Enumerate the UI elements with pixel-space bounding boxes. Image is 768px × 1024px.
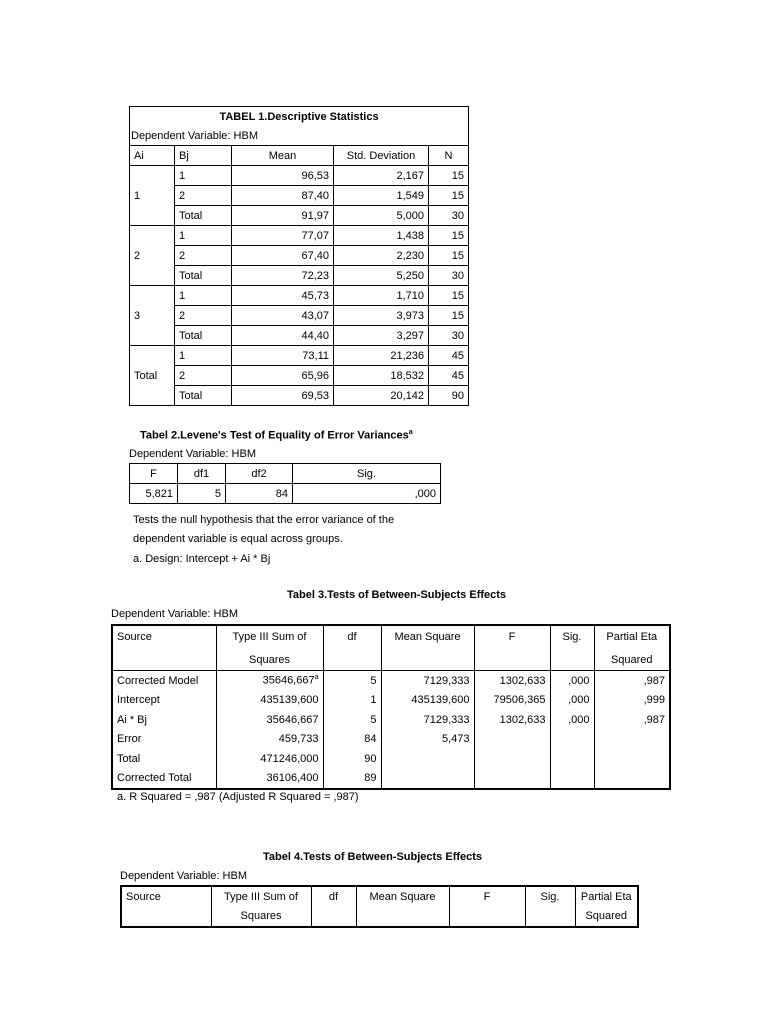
- table1-ai-cell: 2: [130, 226, 175, 286]
- table3-header-df-2: [323, 651, 381, 671]
- table1-bj-cell: Total: [175, 386, 232, 406]
- table4-dependent-variable: Dependent Variable: HBM: [120, 870, 247, 882]
- table1-bj-cell: 2: [175, 186, 232, 206]
- table4-header-row-top: [121, 886, 638, 907]
- table3-header-f: F: [474, 625, 550, 651]
- table2-header-df2: df2: [226, 464, 293, 484]
- table2-dependent-variable: Dependent Variable: HBM: [129, 448, 256, 460]
- table4-header-ms: Mean Square: [356, 886, 449, 907]
- levene-test-table: [129, 463, 441, 504]
- table3-ss-cell: [216, 671, 323, 691]
- table-row: [130, 366, 469, 386]
- table2-value-df1: 5: [178, 484, 226, 504]
- table3-header-row-top: [112, 625, 670, 651]
- table1-std-cell: 18,532: [334, 366, 429, 386]
- table2-header-df1: df1: [178, 464, 226, 484]
- table2-title-text: Tabel 2.Levene's Test of Equality of Error Variances: [140, 429, 409, 442]
- table3-eta-cell: ,999: [594, 691, 670, 711]
- table1-mean-cell: 96,53: [232, 166, 334, 186]
- table-row: [112, 749, 670, 769]
- table1-n-cell: 15: [429, 226, 469, 246]
- table1-std-cell: 1,549: [334, 186, 429, 206]
- table2-title-sup: a: [408, 429, 413, 436]
- table2-note-3: a. Design: Intercept + Ai * Bj: [133, 553, 271, 565]
- table-row: [130, 226, 469, 246]
- table1-n-cell: 90: [429, 386, 469, 406]
- table3-header-sig: Sig.: [550, 625, 594, 651]
- table1-mean-cell: 43,07: [232, 306, 334, 326]
- table3-eta-cell: ,987: [594, 671, 670, 691]
- table4-header-source: Source: [121, 886, 211, 907]
- table3-ss-cell: 35646,667: [216, 710, 323, 730]
- table3-header-row-bottom: [112, 651, 670, 671]
- table1-ai-cell: 3: [130, 286, 175, 346]
- table3-dependent-variable: Dependent Variable: HBM: [111, 608, 238, 620]
- table3-source-cell: Error: [112, 730, 216, 750]
- table1-header-bj: Bj: [175, 146, 232, 166]
- table3-source-cell: Corrected Model: [112, 671, 216, 691]
- table4-header-sig-2: [525, 907, 575, 928]
- table1-ai-cell: 1: [130, 166, 175, 226]
- table-row: [112, 769, 670, 790]
- table1-header-mean: Mean: [232, 146, 334, 166]
- table3-header-ms: Mean Square: [381, 625, 474, 651]
- table2-value-f: 5,821: [130, 484, 178, 504]
- table3-df-cell: 90: [323, 749, 381, 769]
- table1-mean-cell: 45,73: [232, 286, 334, 306]
- table2-header-sig: Sig.: [293, 464, 441, 484]
- table3-source-cell: Intercept: [112, 691, 216, 711]
- table1-ai-cell: Total: [130, 346, 175, 406]
- table3-source-cell: Corrected Total: [112, 769, 216, 790]
- table3-ms-cell: 5,473: [381, 730, 474, 750]
- table3-ss-value: 35646,667: [262, 675, 315, 688]
- table-row: [130, 346, 469, 366]
- table1-bj-cell: 1: [175, 226, 232, 246]
- table3-title: Tabel 3.Tests of Between-Subjects Effects: [287, 589, 507, 601]
- table3-header-ss: Type III Sum of: [216, 625, 323, 651]
- table-row: [130, 166, 469, 186]
- table1-n-cell: 30: [429, 326, 469, 346]
- table4-header-ss: Type III Sum of: [211, 886, 311, 907]
- table1-bj-cell: 1: [175, 346, 232, 366]
- table1-mean-cell: 67,40: [232, 246, 334, 266]
- table3-sig-cell: [550, 730, 594, 750]
- table-row: [112, 730, 670, 750]
- table1-bj-cell: Total: [175, 326, 232, 346]
- table4-header-ss-2: Squares: [211, 907, 311, 928]
- table3-f-cell: 1302,633: [474, 710, 550, 730]
- table3-source-cell: Ai * Bj: [112, 710, 216, 730]
- table2-value-sig: ,000: [293, 484, 441, 504]
- table-row: [130, 386, 469, 406]
- table3-sig-cell: ,000: [550, 710, 594, 730]
- table1-header-n: N: [429, 146, 469, 166]
- table1-mean-cell: 73,11: [232, 346, 334, 366]
- table3-ss-sup: a: [314, 674, 319, 682]
- table3-header-ms-2: [381, 651, 474, 671]
- table4-header-eta: Partial Eta: [575, 886, 638, 907]
- table-row: [112, 710, 670, 730]
- table3-sig-cell: ,000: [550, 671, 594, 691]
- table3-f-cell: 1302,633: [474, 671, 550, 691]
- table4-header-sig: Sig.: [525, 886, 575, 907]
- table-row: [130, 266, 469, 286]
- table3-header-f-2: [474, 651, 550, 671]
- table1-n-cell: 30: [429, 206, 469, 226]
- table1-bj-cell: 2: [175, 306, 232, 326]
- table1-std-cell: 20,142: [334, 386, 429, 406]
- table1-header-row: [130, 146, 469, 166]
- table1-mean-cell: 72,23: [232, 266, 334, 286]
- table1-std-cell: 21,236: [334, 346, 429, 366]
- table3-f-cell: [474, 730, 550, 750]
- descriptive-statistics-table: [129, 106, 469, 406]
- table3-footnote: a. R Squared = ,987 (Adjusted R Squared = ,987): [117, 791, 359, 803]
- table1-mean-cell: 44,40: [232, 326, 334, 346]
- table3-ms-cell: 7129,333: [381, 710, 474, 730]
- table1-n-cell: 45: [429, 366, 469, 386]
- table3-ss-cell: 471246,000: [216, 749, 323, 769]
- table1-std-cell: 5,250: [334, 266, 429, 286]
- table2-title: [140, 429, 413, 442]
- table3-header-source: Source: [112, 625, 216, 651]
- table3-header-df: df: [323, 625, 381, 651]
- table1-mean-cell: 69,53: [232, 386, 334, 406]
- table4-title: Tabel 4.Tests of Between-Subjects Effects: [263, 851, 483, 863]
- table1-mean-cell: 65,96: [232, 366, 334, 386]
- table3-ss-cell: 459,733: [216, 730, 323, 750]
- table3-df-cell: 89: [323, 769, 381, 790]
- table3-ss-cell: 36106,400: [216, 769, 323, 790]
- table-row: [130, 326, 469, 346]
- table1-std-cell: 5,000: [334, 206, 429, 226]
- table1-std-cell: 1,710: [334, 286, 429, 306]
- table1-std-cell: 3,297: [334, 326, 429, 346]
- table1-std-cell: 3,973: [334, 306, 429, 326]
- table3-df-cell: 5: [323, 710, 381, 730]
- table3-df-cell: 5: [323, 671, 381, 691]
- table1-n-cell: 30: [429, 266, 469, 286]
- table1-mean-cell: 87,40: [232, 186, 334, 206]
- table1-n-cell: 15: [429, 286, 469, 306]
- table3-f-cell: [474, 749, 550, 769]
- table1-bj-cell: 1: [175, 166, 232, 186]
- table3-ms-cell: [381, 749, 474, 769]
- table1-mean-cell: 77,07: [232, 226, 334, 246]
- table1-bj-cell: 1: [175, 286, 232, 306]
- table1-bj-cell: Total: [175, 206, 232, 226]
- table1-std-cell: 2,230: [334, 246, 429, 266]
- table4-header-df-2: [311, 907, 356, 928]
- table1-n-cell: 15: [429, 306, 469, 326]
- table4-header-df: df: [311, 886, 356, 907]
- table3-eta-cell: [594, 769, 670, 790]
- table3-eta-cell: ,987: [594, 710, 670, 730]
- table1-dependent-variable: Dependent Variable: HBM: [130, 126, 469, 146]
- table2-value-row: [130, 484, 441, 504]
- table3-eta-cell: [594, 730, 670, 750]
- table3-ss-cell: 435139,600: [216, 691, 323, 711]
- table1-header-std: Std. Deviation: [334, 146, 429, 166]
- table1-header-ai: Ai: [130, 146, 175, 166]
- between-subjects-effects-table: [111, 624, 671, 790]
- table3-df-cell: 1: [323, 691, 381, 711]
- table1-title: TABEL 1.Descriptive Statistics: [130, 107, 469, 127]
- table1-n-cell: 45: [429, 346, 469, 366]
- table-row: [112, 671, 670, 691]
- table1-bj-cell: 2: [175, 366, 232, 386]
- table4-header-row-bottom: [121, 907, 638, 928]
- table3-sig-cell: [550, 749, 594, 769]
- table4-header-eta-2: Squared: [575, 907, 638, 928]
- table-row: [130, 246, 469, 266]
- table3-source-cell: Total: [112, 749, 216, 769]
- table3-eta-cell: [594, 749, 670, 769]
- table3-f-cell: [474, 769, 550, 790]
- table2-header-row: [130, 464, 441, 484]
- table4-header-f: F: [449, 886, 525, 907]
- table1-n-cell: 15: [429, 246, 469, 266]
- table3-ms-cell: 435139,600: [381, 691, 474, 711]
- table3-ms-cell: 7129,333: [381, 671, 474, 691]
- table2-note-1: Tests the null hypothesis that the error variance of the: [133, 514, 395, 526]
- table-row: [130, 306, 469, 326]
- table-row: [112, 691, 670, 711]
- table1-n-cell: 15: [429, 166, 469, 186]
- table3-sig-cell: [550, 769, 594, 790]
- table3-sig-cell: ,000: [550, 691, 594, 711]
- table3-header-eta: Partial Eta: [594, 625, 670, 651]
- table4-header-f-2: [449, 907, 525, 928]
- table3-df-cell: 84: [323, 730, 381, 750]
- table-row: [130, 286, 469, 306]
- between-subjects-effects-table-2: [120, 885, 639, 928]
- table3-header-source-2: [112, 651, 216, 671]
- table1-std-cell: 1,438: [334, 226, 429, 246]
- table1-std-cell: 2,167: [334, 166, 429, 186]
- table2-header-f: F: [130, 464, 178, 484]
- table2-value-df2: 84: [226, 484, 293, 504]
- table3-header-ss-2: Squares: [216, 651, 323, 671]
- table3-ms-cell: [381, 769, 474, 790]
- table1-mean-cell: 91,97: [232, 206, 334, 226]
- table4-header-ms-2: [356, 907, 449, 928]
- table-row: [130, 206, 469, 226]
- table2-note-2: dependent variable is equal across groups.: [133, 533, 343, 545]
- table4-header-source-2: [121, 907, 211, 928]
- table1-bj-cell: 2: [175, 246, 232, 266]
- table3-header-eta-2: Squared: [594, 651, 670, 671]
- table-row: [130, 186, 469, 206]
- table1-bj-cell: Total: [175, 266, 232, 286]
- table3-f-cell: 79506,365: [474, 691, 550, 711]
- table1-n-cell: 15: [429, 186, 469, 206]
- table3-header-sig-2: [550, 651, 594, 671]
